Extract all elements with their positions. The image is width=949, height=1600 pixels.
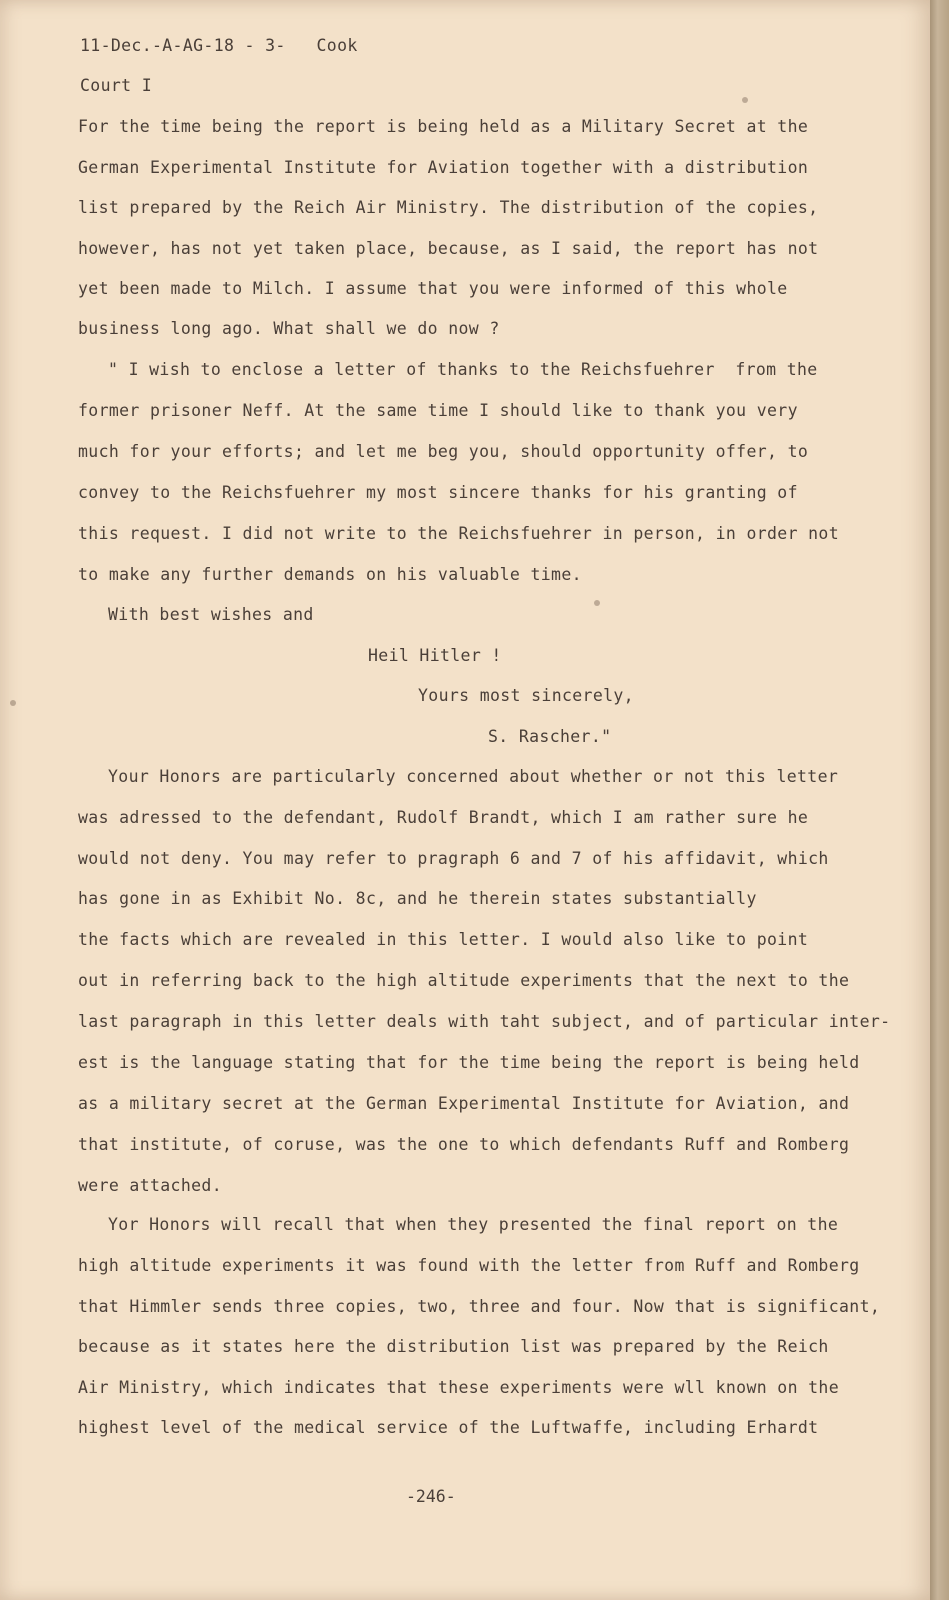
- text-line: because as it states here the distribution list was prepared by the Reich: [78, 1337, 829, 1356]
- document-reference: 11-Dec.-A-AG-18 - 3- Cook: [80, 36, 358, 55]
- letter-line: this request. I did not write to the Reichsfuehrer in person, in order not: [78, 524, 840, 543]
- text-line: would not deny. You may refer to pragraph 6 and 7 of his affidavit, which: [78, 849, 829, 868]
- page-number: -246-: [406, 1487, 456, 1506]
- text-line: the facts which are revealed in this letter. I would also like to point: [78, 930, 809, 949]
- text-line: as a military secret at the German Experimental Institute for Aviation, and: [78, 1094, 850, 1113]
- court-label: Court I: [80, 76, 152, 95]
- text-line: est is the language stating that for the time being the report is being held: [78, 1053, 860, 1072]
- text-line: has gone in as Exhibit No. 8c, and he therein states substantially: [78, 889, 757, 908]
- text-line: yet been made to Milch. I assume that you were informed of this whole: [78, 279, 788, 298]
- letter-closing: With best wishes and: [108, 605, 314, 624]
- paper-mark: [594, 600, 600, 606]
- text-line: Yor Honors will recall that when they presented the final report on the: [108, 1215, 839, 1234]
- text-line: list prepared by the Reich Air Ministry. The distribution of the copies,: [78, 198, 819, 217]
- text-line: For the time being the report is being held as a Military Secret at the: [78, 117, 809, 136]
- valediction: Yours most sincerely,: [418, 686, 634, 705]
- text-line: Your Honors are particularly concerned about whether or not this letter: [108, 767, 839, 786]
- letter-line: much for your efforts; and let me beg you, should opportunity offer, to: [78, 442, 809, 461]
- text-line: high altitude experiments it was found with the letter from Ruff and Romberg: [78, 1256, 860, 1275]
- text-line: however, has not yet taken place, because, as I said, the report has not: [78, 239, 819, 258]
- letter-line: to make any further demands on his valuable time.: [78, 565, 582, 584]
- text-line: German Experimental Institute for Aviation together with a distribution: [78, 158, 809, 177]
- text-line: was adressed to the defendant, Rudolf Brandt, which I am rather sure he: [78, 808, 809, 827]
- paper-mark: [10, 700, 16, 706]
- page-edge: [930, 0, 949, 1600]
- text-line: business long ago. What shall we do now ?: [78, 319, 500, 338]
- text-line: were attached.: [78, 1176, 222, 1195]
- paper-mark: [742, 97, 748, 103]
- text-line: highest level of the medical service of the Luftwaffe, including Erhardt: [78, 1418, 819, 1437]
- text-line: last paragraph in this letter deals with taht subject, and of particular inter-: [78, 1012, 891, 1031]
- text-line: Air Ministry, which indicates that these experiments were wll known on the: [78, 1378, 840, 1397]
- letter-line: former prisoner Neff. At the same time I should like to thank you very: [78, 401, 798, 420]
- text-line: that Himmler sends three copies, two, three and four. Now that is significant,: [78, 1297, 881, 1316]
- letter-line: " I wish to enclose a letter of thanks to the Reichsfuehrer from the: [108, 360, 818, 379]
- text-line: that institute, of coruse, was the one to which defendants Ruff and Romberg: [78, 1135, 850, 1154]
- letter-line: convey to the Reichsfuehrer my most sincere thanks for his granting of: [78, 483, 798, 502]
- text-line: out in referring back to the high altitude experiments that the next to the: [78, 971, 850, 990]
- salutation: Heil Hitler !: [368, 646, 502, 665]
- signature-name: S. Rascher.": [488, 727, 612, 746]
